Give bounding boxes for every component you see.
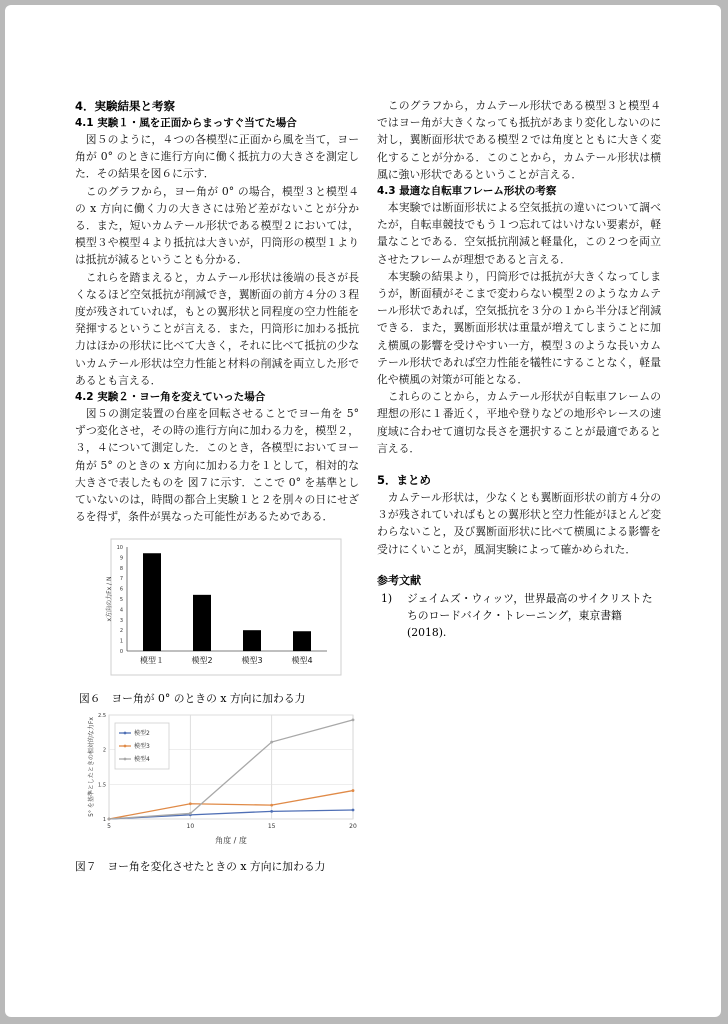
data-point bbox=[108, 818, 111, 821]
paragraph: カムテール形状は，少なくとも翼断面形状の前方４分の３が残されていればもとの翼形状と空力性能がほとんど変わらないこと，及び翼断面形状に比べて横風による影響を受けにくいことが，風洞実験によって確かめられた． bbox=[377, 491, 661, 556]
bar bbox=[193, 595, 211, 651]
data-point bbox=[270, 741, 273, 744]
y-axis-label: x方向の力Fx / N bbox=[106, 577, 113, 622]
y-tick-label: 4 bbox=[119, 607, 123, 614]
figure-7-line-chart bbox=[75, 707, 359, 855]
x-tick-label: 10 bbox=[186, 823, 195, 831]
paragraph: 本実験では断面形状による空気抵抗の違いについて調べたが，自転車競技でもう１つ忘れてはいけない要素が，軽量なことである．空気抵抗削減と軽量化，この２つを両立させたフレームが理想であると言える． bbox=[377, 201, 661, 266]
bar bbox=[243, 631, 261, 652]
x-tick-label: 20 bbox=[349, 823, 357, 831]
bar bbox=[143, 554, 161, 652]
y-tick-label: 5 bbox=[119, 597, 123, 604]
legend-marker bbox=[124, 745, 127, 748]
data-point bbox=[270, 810, 273, 813]
legend bbox=[115, 723, 169, 769]
x-axis-label: 角度 / 度 bbox=[215, 836, 247, 846]
section-4-heading: 4．実験結果と考察 bbox=[75, 99, 176, 113]
data-point bbox=[352, 790, 355, 793]
right-column bbox=[377, 97, 661, 641]
section-4-3-heading: 4.3 最適な自転車フレーム形状の考察 bbox=[377, 185, 557, 198]
y-tick-label: 3 bbox=[119, 618, 123, 625]
figure-6-caption: 図６ ヨー角が 0° のときの x 方向に加わる力 bbox=[79, 692, 306, 706]
bar bbox=[293, 632, 311, 652]
x-tick-label: 模型2 bbox=[191, 656, 213, 666]
data-point bbox=[352, 809, 355, 812]
left-column bbox=[75, 97, 359, 875]
section-5-heading: 5．まとめ bbox=[377, 473, 432, 488]
data-point bbox=[352, 719, 355, 722]
reference-text: ジェイムズ・ウィッツ，世界最高のサイクリストたちのロードバイク・トレーニング，東京書籍(2018). bbox=[407, 591, 653, 639]
figure-6-bar-chart bbox=[75, 537, 359, 687]
figure-7 bbox=[75, 707, 359, 859]
y-tick-label: 1.5 bbox=[98, 782, 106, 789]
paragraph: これらのことから，カムテール形状が自転車フレームの理想の形に１番近く，平地や登りなどの地形やレースの速度域に合わせて適切な長さを選択することが最適であると言える． bbox=[377, 390, 661, 455]
section-4-1-heading: 4.1 実験１・風を正面からまっすぐ当てた場合 bbox=[75, 117, 297, 129]
legend-label: 模型3 bbox=[134, 743, 150, 751]
reference-number: 1) bbox=[381, 591, 393, 605]
paragraph: このグラフから，カムテール形状である模型３と模型４ではヨー角が大きくなっても抵抗があまり変化しないのに対し，翼断面形状である模型２では角度とともに大きく変化することが分かる．このことから，カムテール形状は横風に強い形状であるということが言える． bbox=[377, 99, 661, 181]
y-tick-label: 2 bbox=[102, 748, 106, 755]
figure-7-caption: 図７ ヨー角を変化させたときの x 方向に加わる力 bbox=[75, 860, 326, 874]
paragraph: このグラフから，ヨー角が 0° の場合，模型３と模型４の x 方向に働く力の大きさには殆ど差がないことが分かる．また，短いカムテール形状である模型２においては，模型３や模型４より抵抗は大きいが，円筒形の模型１よりは抵抗が減るということも分かる． bbox=[75, 184, 359, 267]
legend-label: 模型2 bbox=[134, 730, 150, 738]
data-point bbox=[189, 813, 192, 816]
reference-item bbox=[377, 590, 661, 641]
x-tick-label: 模型4 bbox=[291, 656, 313, 666]
y-tick-label: 1 bbox=[119, 639, 123, 646]
paragraph: 図５のように，４つの各模型に正面から風を当て，ヨー角が 0° のときに進行方向に働く抵抗力の大きさを測定した．その結果を図６に示す． bbox=[75, 133, 359, 181]
x-tick-label: 模型１ bbox=[140, 656, 164, 666]
legend-marker bbox=[124, 758, 127, 761]
references-heading: 参考文献 bbox=[377, 573, 421, 587]
y-tick-label: 1 bbox=[102, 817, 106, 824]
x-tick-label: 模型3 bbox=[241, 656, 263, 666]
y-tick-label: 7 bbox=[119, 576, 123, 583]
y-tick-label: 9 bbox=[119, 555, 123, 562]
y-tick-label: 8 bbox=[119, 566, 123, 573]
paper-page bbox=[5, 5, 721, 1017]
y-tick-label: 10 bbox=[116, 545, 123, 552]
paragraph: 図５の測定装置の台座を回転させることでヨー角を 5° ずつ変化させ，その時の進行方向に加わる力を，模型２，３，４について測定した．このとき，各模型においてヨー角が 5° のときの x 方向に加わる力を１として，相対的な大きさで表したものを 図７に示す．ここで 0° を基準としていないのは，時間の都合上実験１と２を別々の日にせざるを得ず，条件が異なった可能性があるためである． bbox=[75, 407, 359, 524]
x-tick-label: 15 bbox=[267, 823, 276, 831]
y-tick-label: 2 bbox=[119, 628, 123, 635]
legend-label: 模型4 bbox=[134, 756, 150, 764]
y-axis-label: 5° を基準としたときの相対的な力Fx bbox=[88, 717, 95, 818]
paragraph: 本実験の結果より，円筒形では抵抗が大きくなってしまうが，断面積がそこまで変わらない模型２のようなカムテール形状であれば，空気抵抗を３分の１から半分ほど削減できる．また，翼断面形状は重量が増えてしまうことに加え横風の影響を受けやすい一方，模型３のような長いカムテール形状であれば空力性能を犠牲にすることなく，軽量化や横風の対策が可能となる． bbox=[377, 269, 661, 387]
figure-6 bbox=[75, 537, 359, 691]
y-tick-label: 2.5 bbox=[98, 713, 106, 720]
paragraph: これらを踏まえると，カムテール形状は後端の長さが長くなるほど空気抵抗が削減でき，翼断面の前方４分の３程度が残されていれば，もとの翼形状と同程度の空力性能を発揮するということが言える．また，円筒形に加わる抵抗力はほかの形状に比べて大きく，それに比べて抵抗の少ないカムテール形状は空力性能と材料の削減を両立した形であるとも言える． bbox=[75, 270, 359, 387]
y-tick-label: 6 bbox=[119, 587, 123, 594]
data-point bbox=[270, 804, 273, 807]
legend-marker bbox=[124, 732, 127, 735]
y-tick-label: 0 bbox=[119, 649, 123, 656]
section-4-2-heading: 4.2 実験２・ヨー角を変えていった場合 bbox=[75, 391, 266, 404]
data-point bbox=[189, 803, 192, 806]
x-tick-label: 5 bbox=[107, 823, 111, 831]
